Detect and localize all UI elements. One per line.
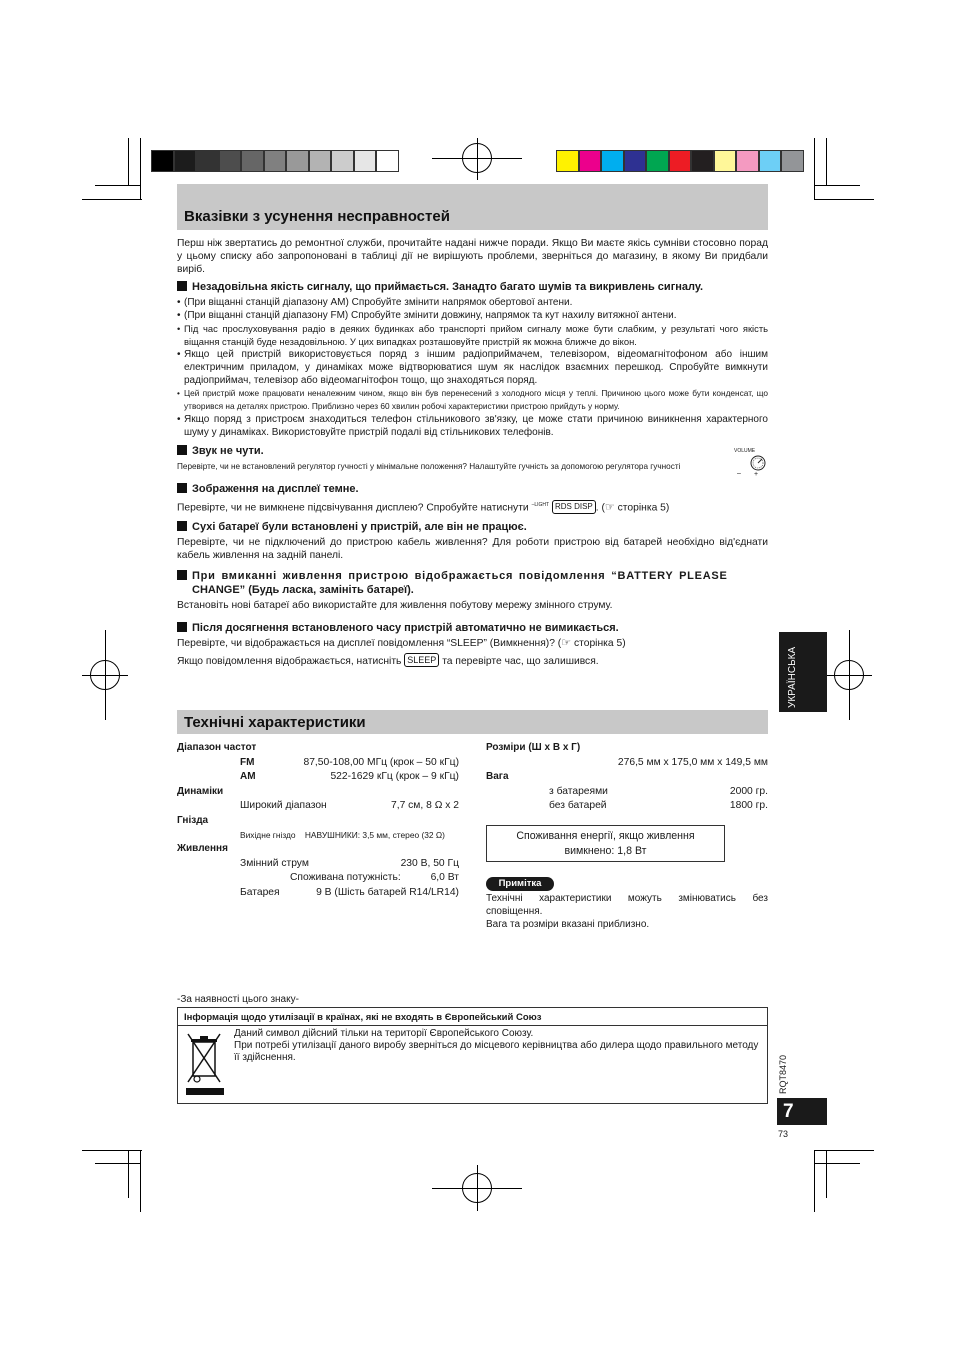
wide-value: 7,7 см, 8 Ω x 2	[390, 800, 459, 811]
sleep-text-2: Якщо повідомлення відображається, натисніть SLEEP та перевірте час, що залишився.	[177, 655, 599, 667]
ac-value: 230 В, 50 Гц	[400, 858, 459, 869]
volume-knob-icon	[734, 446, 770, 480]
color-swatch	[264, 150, 287, 172]
topic-signal-heading: Незадовільна якість сигналу, що приймається. Занадто багато шумів та викривлень сигналу.	[177, 280, 768, 294]
color-swatch	[759, 150, 782, 172]
page-badge: 7	[777, 1098, 827, 1125]
wide-label: Широкий діапазон	[240, 800, 327, 811]
color-swatch	[219, 150, 242, 172]
page-ref-icon: ☞	[561, 637, 572, 649]
battery-value: 9 В (Шість батарей R14/LR14)	[316, 887, 459, 898]
topic-no-sound-heading: Звук не чути.	[177, 444, 768, 458]
disposal-title: Інформація щодо утилізації в країнах, які не входять в Європейський Союз	[184, 1012, 542, 1023]
list-item: • Якщо цей пристрій використовується поряд з іншим радіоприймачем, телевізором, відеомагнітофоном або іншим електричним приладом, у динаміках може відтворюватися шум як наслідок взаємних перешкод. Спробуйте вимкнути радіоприймач, телевізор або відеомагнітофон тощо, що знаходяться поряд.	[177, 349, 768, 386]
color-swatch	[691, 150, 714, 172]
volume-knob-label: VOLUME	[734, 448, 756, 454]
note-badge: Примітка	[486, 877, 554, 891]
speakers-label: Динаміки	[177, 786, 224, 797]
color-swatch	[579, 150, 602, 172]
sleep-key: SLEEP	[404, 653, 439, 667]
color-swatch	[781, 150, 804, 172]
heading-square-icon	[177, 445, 187, 455]
heading-square-icon	[177, 570, 187, 580]
color-swatch	[174, 150, 197, 172]
doc-code: RQT8470	[778, 1054, 788, 1094]
color-swatch	[601, 150, 624, 172]
disposal-pre-label: -За наявності цього знаку-	[177, 994, 299, 1005]
list-item: • Цей пристрій може працювати неналежним чином, якщо він був перенесений з холодного місця у теплі. Причиною цього може бути конденсат, що утворився на деталях пристрою. Приблизно через 60 хвилин робочі характеристики пристрою прийдуть у норму.	[177, 388, 768, 411]
color-swatch	[196, 150, 219, 172]
batteries-text: Перевірте, чи не підключений до пристрою кабель живлення? Для роботи пристрою від батарей необхідно від'єднати кабель живлення на задній панелі.	[177, 537, 768, 561]
color-swatch	[376, 150, 399, 172]
with-batt-value: 2000 гр.	[729, 786, 768, 797]
am-value: 522-1629 кГц (крок – 9 кГц)	[330, 771, 459, 782]
language-tab-label: УКРАЇНСЬКА	[787, 646, 798, 708]
topic-batteries-heading: Сухі батареї були встановлені у пристрій, але він не працює.	[177, 520, 768, 534]
dims-label: Розміри (Ш x В x Г)	[486, 742, 581, 753]
rds-disp-key: RDS DISP	[552, 500, 596, 514]
topic-sleep-heading: Після досягнення встановленого часу пристрій автоматично не вимикається.	[177, 621, 768, 635]
color-swatch	[736, 150, 759, 172]
list-item: • (При віщанні станцій діапазону AM) Спробуйте змінити напрямок обертової антени.	[177, 297, 573, 308]
light-key-super: –LIGHT	[531, 502, 550, 508]
standby-box: Споживання енергії, якщо живлення вимкнено: 1,8 Вт	[486, 825, 725, 862]
language-tab	[779, 632, 827, 712]
list-item: • Під час прослуховування радіо в деяких будинках або транспорті прийом сигналу може бути слабким, у результаті чого якість віщання станцій буде незадовільною. У цих випадках розташовуйте пристрій як можна ближче до вікон.	[177, 323, 768, 347]
troubleshooting-title-bar	[177, 184, 768, 230]
no-sound-text: Перевірте, чи не встановлений регулятор гучності у мінімальне положення? Налаштуйте гучність за допомогою регулятора гучності	[177, 462, 681, 471]
topic-dim-display-heading: Зображення на дисплеї темне.	[177, 482, 768, 496]
wheelie-bin-icon	[184, 1030, 226, 1098]
ac-label: Змінний струм	[240, 858, 309, 869]
intro-text: Перш ніж звертатись до ремонтної служби, прочитайте надані нижче поради. Якщо Ви маєте якісь сумніви стосовно порад у цьому списку або запропоновані в таблиці дії не вирішують проблеми, зверніться до магазину, в якому Ви придбали виріб.	[177, 238, 768, 275]
jacks-label: Гнізда	[177, 815, 209, 826]
weight-label: Вага	[486, 771, 509, 782]
color-swatch	[331, 150, 354, 172]
topic-battery-change-heading: При вмиканні живлення пристрою відображається повідомлення “BATTERY PLEASE	[177, 569, 768, 583]
specs-title-bar	[177, 710, 768, 734]
heading-square-icon	[177, 521, 187, 531]
heading-square-icon	[177, 622, 187, 632]
battery-change-text: Встановіть нові батареї або використайте для живлення побутову мережу змінного струму.	[177, 600, 613, 611]
color-swatch	[714, 150, 737, 172]
heading-square-icon	[177, 483, 187, 493]
disposal-divider	[178, 1025, 767, 1026]
note-text-1: Технічні характеристики можуть змінюватись без сповіщення.	[486, 893, 768, 917]
disposal-line-2: При потребі утилізації даного виробу зверніться до місцевого керівництва або дилера щодо правильного методу її здійснення.	[234, 1040, 759, 1063]
list-item: • Якщо поряд з пристроєм знаходиться телефон стільникового зв'язку, це може стати причиною виникнення характерного шуму у динаміках. Використовуйте пристрій подалі від стільникових телефонів.	[177, 414, 768, 438]
dim-display-text: Перевірте, чи не вимкнене підсвічування дисплею? Спробуйте натиснути $^{-LIGHT}$ RDS DISP . (☞ сторінка 5)	[177, 501, 670, 514]
power-label: Живлення	[177, 843, 228, 854]
troubleshooting-title: Вказівки з усунення несправностей	[184, 208, 450, 225]
fm-label: FM	[240, 757, 255, 768]
note-text-2: Вага та розміри вказані приблизно.	[486, 919, 650, 930]
freq-label: Діапазон частот	[177, 742, 257, 753]
volume-minus-label: –	[737, 470, 741, 477]
page-ref-icon: ☞	[604, 501, 615, 514]
color-swatch	[241, 150, 264, 172]
disposal-line-1: Даний символ дійсний тільки на території Європейського Союзу.	[234, 1028, 534, 1039]
without-batt-value: 1800 гр.	[729, 800, 768, 811]
color-swatch	[309, 150, 332, 172]
disposal-box	[177, 1007, 768, 1104]
fm-value: 87,50-108,00 МГц (крок – 50 кГц)	[303, 757, 459, 768]
color-swatch	[354, 150, 377, 172]
without-batt-label: без батарей	[549, 800, 607, 811]
color-swatch	[624, 150, 647, 172]
dims-value: 276,5 мм x 175,0 мм x 149,5 мм	[617, 757, 768, 768]
color-swatch	[669, 150, 692, 172]
color-swatch	[151, 150, 174, 172]
am-label: AM	[240, 771, 256, 782]
color-swatch	[646, 150, 669, 172]
consumed-value: 6,0 Вт	[430, 872, 459, 883]
page-number: 73	[778, 1129, 789, 1139]
color-swatch	[556, 150, 579, 172]
color-swatch	[286, 150, 309, 172]
output-row: Вихідне гніздо НАВУШНИКИ: 3,5 мм, стерео (32 Ω)	[240, 830, 445, 840]
heading-square-icon	[177, 281, 187, 291]
volume-plus-label: +	[754, 471, 759, 478]
sleep-text-1: Перевірте, чи відображається на дисплеї повідомлення “SLEEP” (Вимкнення)? (☞ сторінка 5)	[177, 637, 626, 649]
topic-battery-change-heading-2: CHANGE” (Будь ласка, замініть батареї).	[192, 584, 414, 596]
consumed-label: Споживана потужність:	[290, 872, 401, 883]
battery-label: Батарея	[240, 887, 280, 898]
list-item: • (При віщанні станцій діапазону FM) Спробуйте змінити довжину, напрямок та кут нахилу витяжної антени.	[177, 310, 677, 321]
specs-title: Технічні характеристики	[184, 714, 366, 731]
with-batt-label: з батареями	[549, 786, 608, 797]
